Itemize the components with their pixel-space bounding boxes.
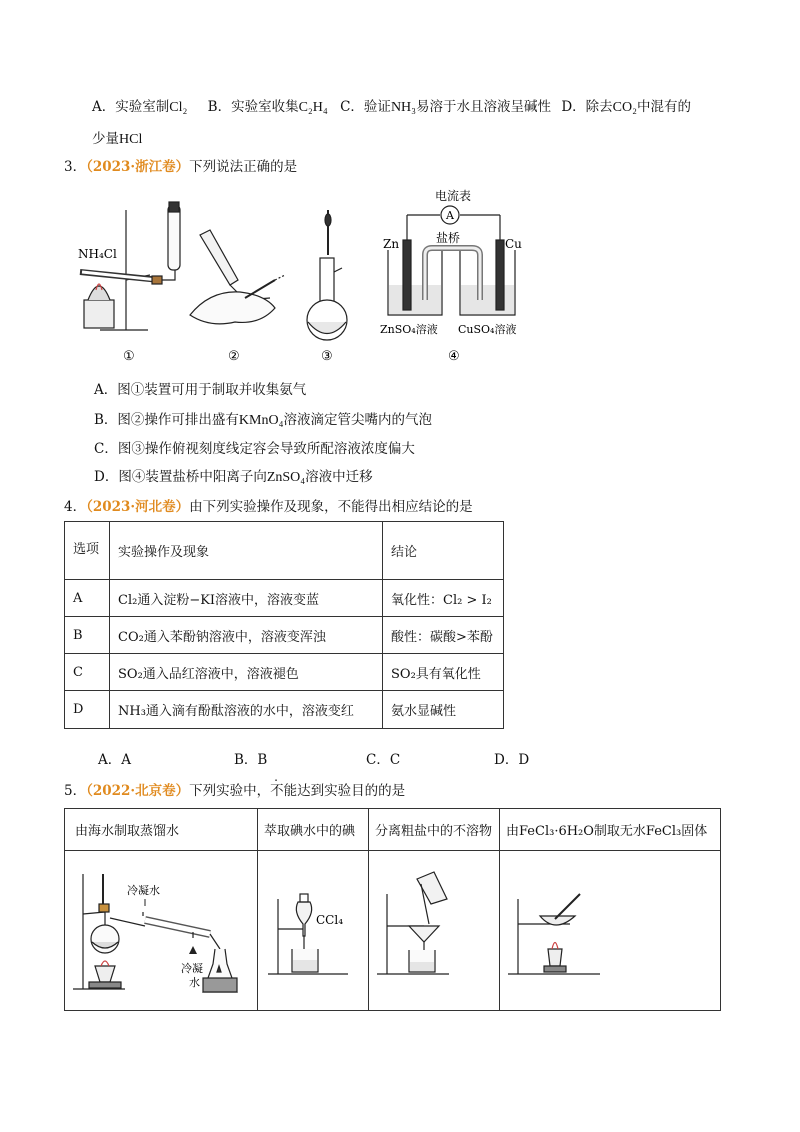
q4-row-label: A [65, 580, 110, 617]
q4-choice-a[interactable]: A．A [98, 752, 131, 768]
q4-row-conclusion: 氨水显碱性 [383, 691, 504, 729]
nh4cl-label: NH₄Cl [78, 247, 117, 261]
cooling-water-bottom-label-1: 冷凝 [181, 961, 203, 975]
salt-bridge-label: 盐桥 [436, 231, 461, 245]
q5-header-extraction: 萃取碘水中的碘 [258, 809, 369, 851]
q2-option-d[interactable]: D．除去CO₂中混有的 [561, 99, 692, 115]
cooling-water-top-label: 冷凝水 [127, 883, 160, 897]
q5-header-distillation: 由海水制取蒸馏水 [65, 809, 258, 851]
q5-emphasis: 不能 [270, 783, 298, 799]
fig1-label: ① [123, 349, 135, 364]
q2-option-b[interactable]: B．实验室收集C₂H₄ [207, 99, 328, 115]
q3-option-d[interactable]: D．图④装置盐桥中阳离子向ZnSO₄溶液中迁移 [94, 469, 373, 485]
q4-choice-d[interactable]: D．D [494, 752, 530, 768]
q5-table [64, 808, 721, 1011]
q4-row-conclusion: SO₂具有氧化性 [383, 654, 504, 691]
cooling-water-bottom-label-2: 水 [189, 975, 200, 989]
q4-row-operation: NH₃通入滴有酚酞溶液的水中，溶液变红 [110, 691, 383, 729]
q4-choice-b[interactable]: B．B [234, 752, 268, 768]
q2-option-d-continued: 少量HCl [92, 131, 143, 147]
q2-option-a[interactable]: A．实验室制Cl₂ [92, 99, 188, 115]
zn-label: Zn [383, 237, 400, 251]
q5-stem: 5．（2022·北京卷）下列实验中，不能达到实验目的的是 [64, 783, 406, 799]
q5-cell-distillation [65, 851, 258, 1011]
q4-stem: 4．（2023·河北卷）由下列实验操作及现象，不能得出相应结论的是 [64, 499, 473, 515]
q5-cell-extraction [258, 851, 369, 1011]
ccl4-label: CCl₄ [316, 912, 344, 927]
q4-header-conclusion: 结论 [383, 522, 504, 580]
q4-row-label: D [65, 691, 110, 729]
evaporation-apparatus [500, 854, 720, 1004]
q5-header-evaporation: 由FeCl₃·6H₂O制取无水FeCl₃固体 [500, 809, 721, 851]
table-row [65, 654, 504, 691]
q3-stem: 3．（2023·浙江卷）下列说法正确的是 [64, 159, 298, 175]
q4-source: （2023·河北卷） [86, 499, 190, 515]
q5-cell-filtration [369, 851, 500, 1011]
filtration-apparatus [369, 854, 499, 1004]
q3-option-b[interactable]: B．图②操作可排出盛有KMnO₄溶液滴定管尖嘴内的气泡 [94, 412, 432, 428]
q3-figure [70, 180, 540, 370]
separatory-funnel-apparatus [258, 854, 368, 1004]
q4-table [64, 521, 504, 729]
table-row [65, 617, 504, 654]
fig3-label: ③ [321, 349, 333, 364]
cuso4-solution-label: CuSO₄溶液 [458, 323, 517, 336]
q4-header-operation: 实验操作及现象 [110, 522, 383, 580]
ammeter-title: 电流表 [435, 189, 472, 203]
q2-option-c[interactable]: C．验证NH₃易溶于水且溶液呈碱性 [340, 99, 552, 115]
q4-row-conclusion: 酸性：碳酸>苯酚 [383, 617, 504, 654]
distillation-apparatus [65, 854, 255, 1004]
q5-source: （2022·北京卷） [86, 783, 190, 799]
ammeter-symbol: A [446, 209, 454, 222]
q4-row-label: C [65, 654, 110, 691]
table-row [65, 580, 504, 617]
fig4-galvanic-cell [388, 206, 515, 315]
fig2-burette-operation [190, 230, 285, 324]
q5-header-filtration: 分离粗盐中的不溶物 [369, 809, 500, 851]
q4-row-operation: CO₂通入苯酚钠溶液中，溶液变浑浊 [110, 617, 383, 654]
q4-row-operation: Cl₂通入淀粉−KI溶液中，溶液变蓝 [110, 580, 383, 617]
q4-header-option: 选项 [65, 522, 110, 580]
fig4-label: ④ [448, 349, 460, 364]
q4-table-header [65, 522, 504, 580]
table-row [65, 691, 504, 729]
q4-choice-c[interactable]: C．C [366, 752, 401, 768]
q5-table-figures [65, 851, 721, 1011]
q5-table-header [65, 809, 721, 851]
q4-row-conclusion: 氧化性：Cl₂ > I₂ [383, 580, 504, 617]
q3-option-c[interactable]: C．图③操作俯视刻度线定容会导致所配溶液浓度偏大 [94, 441, 415, 457]
q4-row-label: B [65, 617, 110, 654]
fig2-label: ② [228, 349, 240, 364]
q5-cell-evaporation [500, 851, 721, 1011]
q3-source: （2023·浙江卷） [86, 159, 190, 175]
q4-row-operation: SO₂通入品红溶液中，溶液褪色 [110, 654, 383, 691]
q2-options-line [92, 99, 691, 117]
znso4-solution-label: ZnSO₄溶液 [380, 323, 438, 336]
fig1-ammonia-apparatus [80, 202, 180, 330]
fig3-volumetric-flask [307, 210, 347, 340]
q3-option-a[interactable]: A．图①装置可用于制取并收集氨气 [94, 382, 307, 398]
cu-label: Cu [505, 237, 522, 251]
